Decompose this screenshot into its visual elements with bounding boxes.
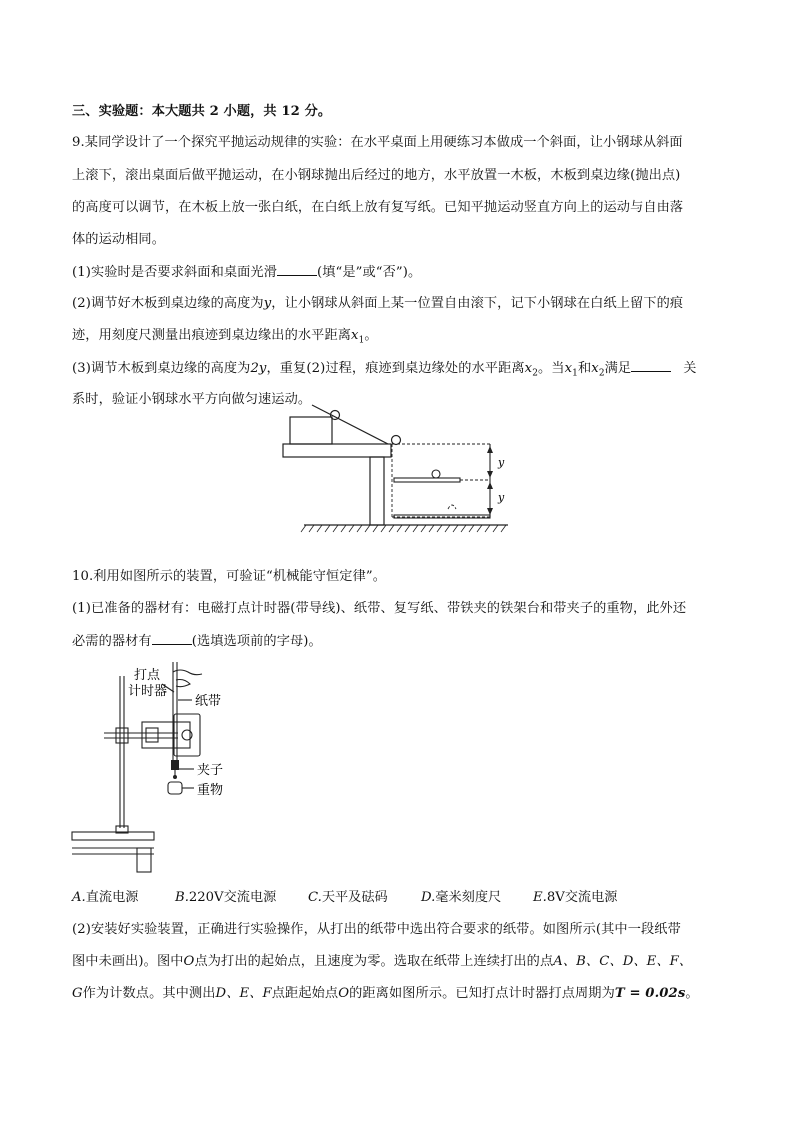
text: 点距起始点 <box>271 986 339 1001</box>
ground-hatch <box>301 525 506 532</box>
option-text: 天平及砝码 <box>321 890 388 905</box>
var-x1: x <box>351 328 359 343</box>
clip-hook <box>173 775 177 779</box>
ball-at-edge <box>392 436 401 445</box>
label-timer-line-2: 计时器 <box>128 684 168 699</box>
option-text: 220V交流电源 <box>188 890 277 905</box>
stand-base <box>72 832 154 840</box>
q10-part-1-text: 必需的器材有 <box>72 634 152 649</box>
hand <box>176 680 190 687</box>
var-DEF: D、E、F <box>215 986 272 1001</box>
q10-part-2-line-3 <box>72 984 722 1004</box>
option-text: 直流电源 <box>85 890 139 905</box>
answer-blank[interactable] <box>277 262 317 276</box>
text: 点为打出的起始点，且速度为零。选取在纸带上连续打出的点 <box>194 954 554 969</box>
wooden-board <box>394 478 460 482</box>
stand-foot <box>137 848 151 872</box>
q9-part-3-line-1 <box>72 358 722 384</box>
section-header: 三、实验题：本大题共 2 小题，共 12 分。 <box>72 104 332 119</box>
q9-part-3-text: (3)调节木板到桌边缘的高度为 <box>72 361 251 376</box>
var-O: O <box>183 954 195 969</box>
timer-body <box>142 722 190 748</box>
q9-part-2-line-2 <box>72 326 722 351</box>
timer-knob <box>146 728 158 742</box>
table-leg <box>370 457 384 525</box>
q10-stem: 10.利用如图所示的装置，可验证“机械能守恒定律”。 <box>72 569 386 584</box>
var-T: T = 0.02s <box>614 986 686 1001</box>
option-a[interactable] <box>72 888 138 908</box>
q10-part-1-line-2 <box>72 631 722 652</box>
label-weight: 重物 <box>197 783 224 798</box>
answer-blank[interactable] <box>631 358 671 372</box>
q9-stem-line-1: 9.某同学设计了一个探究平抛运动规律的实验：在水平桌面上用硬练习本做成一个斜面，让小钢球从斜面 <box>72 135 683 150</box>
var-y: y <box>263 296 272 311</box>
text: 的距离如图所示。已知打点计时器打点周期为 <box>349 986 615 1001</box>
wooden-board-low <box>394 515 490 518</box>
label-timer-line-1: 打点 <box>134 668 161 683</box>
q9-part-3-text-d: 和 <box>577 361 592 376</box>
text: 图中未画出)。图中 <box>72 954 184 969</box>
option-letter: A. <box>72 890 86 905</box>
label-tape: 纸带 <box>195 694 222 709</box>
var-G: G <box>72 986 83 1001</box>
option-d[interactable] <box>421 888 501 908</box>
var-O: O <box>338 986 350 1001</box>
q9-part-3-text-f: 关 <box>683 361 697 376</box>
option-letter: C. <box>308 890 322 905</box>
answer-blank[interactable] <box>152 631 192 645</box>
q9-part-2-text-c: 迹，用刻度尺测量出痕迹到桌边缘出的水平距离 <box>72 328 352 343</box>
var-points: A、B、C、D、E、F、 <box>553 954 693 969</box>
subscript: 1 <box>358 335 365 346</box>
arrow-up-2 <box>487 482 493 489</box>
text: 。 <box>685 986 699 1001</box>
option-letter: B. <box>175 890 189 905</box>
q10-part-1-hint: (选填选项前的字母)。 <box>191 634 322 649</box>
clamp-boss <box>116 728 128 743</box>
option-c[interactable] <box>308 888 388 908</box>
q9-part-1 <box>72 262 722 283</box>
q9-part-2-text: (2)调节好木板到桌边缘的高度为 <box>72 296 264 311</box>
q10-part-1-line-1: (1)已准备的器材有：电磁打点计时器(带导线)、纸带、复写纸、带铁夹的铁架台和带夹子的重物，此外还 <box>72 601 687 616</box>
q9-part-3-text-e: 满足 <box>604 361 632 376</box>
ball-trace <box>448 505 456 509</box>
punct: 。 <box>364 328 378 343</box>
table-top <box>283 444 391 457</box>
text: 作为计数点。其中测出 <box>82 986 216 1001</box>
subscript: 2 <box>598 368 605 379</box>
q9-part-3-text-c: 。当 <box>538 361 565 376</box>
var-x1: x <box>564 361 573 376</box>
option-letter: E. <box>533 890 547 905</box>
q9-part-2-text-b: ，让小钢球从斜面上某一位置自由滚下，记下小钢球在白纸上留下的痕 <box>271 296 684 311</box>
label-clip: 夹子 <box>197 763 224 778</box>
var-2y: 2y <box>250 361 267 376</box>
option-e[interactable] <box>533 888 618 908</box>
label-y-upper: y <box>498 456 505 469</box>
subscript: 2 <box>532 368 539 379</box>
option-b[interactable] <box>175 888 276 908</box>
q9-part-1-hint: (填“是”或“否”)。 <box>317 265 422 280</box>
q9-part-1-text: (1)实验时是否要求斜面和桌面光滑 <box>72 265 278 280</box>
q9-part-2-line-1 <box>72 294 722 314</box>
notebook-block <box>290 417 332 444</box>
option-text: 8V交流电源 <box>546 890 618 905</box>
option-text: 毫米刻度尺 <box>435 890 502 905</box>
q9-stem-line-2: 上滚下，滚出桌面后做平抛运动，在小钢球抛出后经过的地方，水平放置一木板，木板到桌边缘(抛出点) <box>72 168 681 183</box>
weight <box>168 782 182 794</box>
timer-plate <box>174 714 200 756</box>
clip <box>171 760 179 770</box>
option-letter: D. <box>421 890 436 905</box>
q9-part-3-text-b: ，重复(2)过程，痕迹到桌边缘处的水平距离 <box>266 361 525 376</box>
subscript: 1 <box>572 368 578 379</box>
label-y-lower: y <box>498 491 505 504</box>
q9-stem-line-4: 体的运动相同。 <box>72 232 166 247</box>
q9-projectile-figure <box>280 405 520 535</box>
ramp-line <box>312 405 388 444</box>
q10-apparatus-figure <box>70 662 270 874</box>
ball-on-board <box>432 470 440 478</box>
arrow-down-1 <box>487 471 493 478</box>
arrow-down-2 <box>487 508 493 515</box>
var-x2: x <box>524 361 533 376</box>
arrow-up-1 <box>487 446 493 453</box>
var-x2: x <box>591 361 599 376</box>
q9-part-3-line-2: 系时，验证小钢球水平方向做匀速运动。 <box>72 392 312 407</box>
q9-stem-line-3: 的高度可以调节，在木板上放一张白纸，在白纸上放有复写纸。已知平抛运动竖直方向上的运动与自由落 <box>72 200 684 215</box>
q10-part-2-line-1: (2)安装好实验装置，正确进行实验操作，从打出的纸带中选出符合要求的纸带。如图所示(其中一段纸带 <box>72 922 681 937</box>
q10-part-2-line-2 <box>72 952 722 972</box>
